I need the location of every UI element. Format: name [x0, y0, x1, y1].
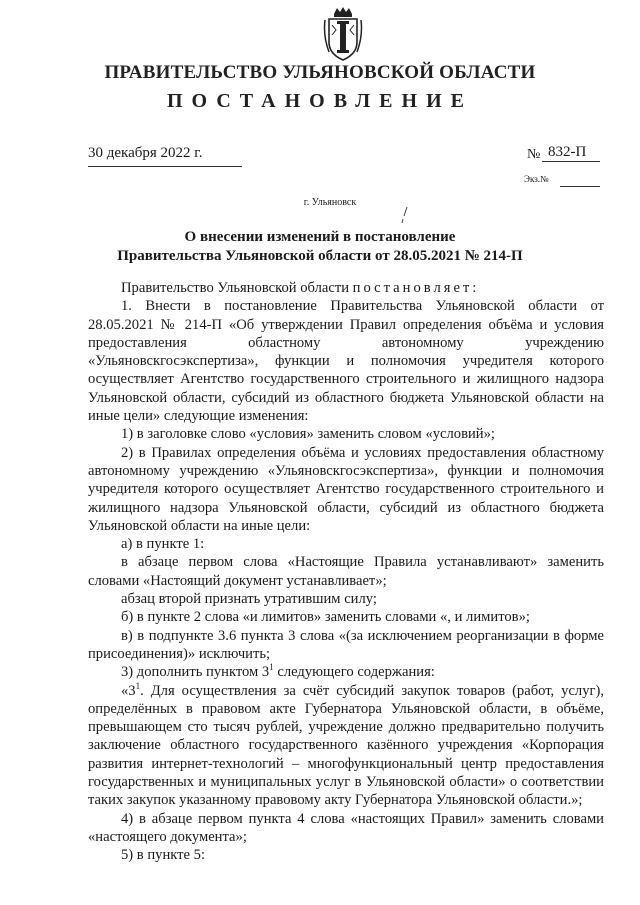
paragraph-10 — [88, 682, 604, 810]
coat-of-arms-icon — [323, 6, 363, 64]
paragraph-3: 2) в Правилах определения объёма и условиях предоставления областному автономному учреждению «Ульяновскгосэкспертиза», функции и полномочия учредителя которого осуществляет Агентство государственного строительного и жилищного надзора Ульяновской области, субсидий из областного бюджета Ульяновской области на иные цели: — [88, 444, 604, 534]
intro-prefix: Правительство Ульяновской области — [121, 280, 350, 296]
paragraph-10-text-a: «3 — [121, 682, 136, 699]
intro-resolves: постановляет: — [352, 280, 480, 296]
paragraph-10-text-b: . Для осуществления за счёт субсидий закупок товаров (работ, услуг), определённых в правовом акте Губернатора Ульяновской области, в объёме, превышающем сто тысяч рублей, учреждение должно предварительно получить заключение областного государственного казённого учреждения «Корпорация развития интернет-технологий – многофункциональный центр предоставления государственных и муниципальных услуг в Ульяновской области» о соответствии таких закупок указанному правовому акту Губернатора Ульяновской области.»; — [88, 682, 604, 809]
document-type: ПОСТАНОВЛЕНИЕ — [167, 90, 473, 112]
paragraph-12: 5) в пункте 5: — [121, 847, 206, 864]
date-underline — [88, 166, 242, 167]
paragraph-9-superscript: 1 — [269, 662, 274, 673]
city: г. Ульяновск — [303, 197, 357, 208]
paragraph-1: 1. Внести в постановление Правительства Ульяновской области от 28.05.2021 № 214-П «Об утверждении Правил определения объёма и условия предоставления областному автономному учреждению «Ульяновскгосэкспертиза», функции и полномочия учредителя которого осуществляет Агентство государственного строительного и жилищного надзора Ульяновской области, субсидий из областного бюджета Ульяновской области на иные цели» следующие изменения: — [88, 298, 604, 425]
number-label: № — [527, 147, 541, 162]
paragraph-9-text-a: 3) дополнить пунктом 3 — [121, 664, 270, 681]
copy-number-line — [560, 186, 600, 187]
government-name: ПРАВИТЕЛЬСТВО УЛЬЯНОВСКОЙ ОБЛАСТИ — [104, 62, 536, 83]
document-number: 832-П — [542, 143, 600, 162]
paragraph-10-superscript: 1 — [135, 680, 141, 691]
document-body — [88, 279, 604, 865]
paragraph-2: 1) в заголовке слово «условия» заменить словом «условий»; — [121, 426, 495, 443]
intro-paragraph — [88, 279, 604, 297]
document-title — [0, 228, 640, 266]
paragraph-9-text-b: следующего содержания: — [273, 664, 435, 681]
title-line-2: Правительства Ульяновской области от 28.05.2021 № 214-П — [117, 248, 523, 264]
paragraph-7: б) в пункте 2 слова «и лимитов» заменить словами «, и лимитов»; — [121, 609, 530, 626]
paragraph-9 — [88, 663, 604, 681]
title-line-1: О внесении изменений в постановление — [184, 229, 456, 245]
paragraph-11: 4) в абзаце первом пункта 4 слова «настоящих Правил» заменить словами «настоящего документа»; — [88, 810, 604, 845]
paragraph-8: в) в подпункте 3.6 пункта 3 слова «(за исключением реорганизации в форме присоединения)» исключить; — [88, 627, 604, 662]
copy-number-label: Экз.№ — [524, 174, 549, 184]
document-date: 30 декабря 2022 г. — [88, 145, 203, 161]
paragraph-6: абзац второй признать утратившим силу; — [121, 591, 377, 608]
pen-mark-icon — [398, 206, 412, 224]
paragraph-5: в абзаце первом слова «Настоящие Правила устанавливают» заменить словами «Настоящий документ устанавливает»; — [88, 554, 604, 589]
paragraph-4: а) в пункте 1: — [121, 536, 205, 553]
